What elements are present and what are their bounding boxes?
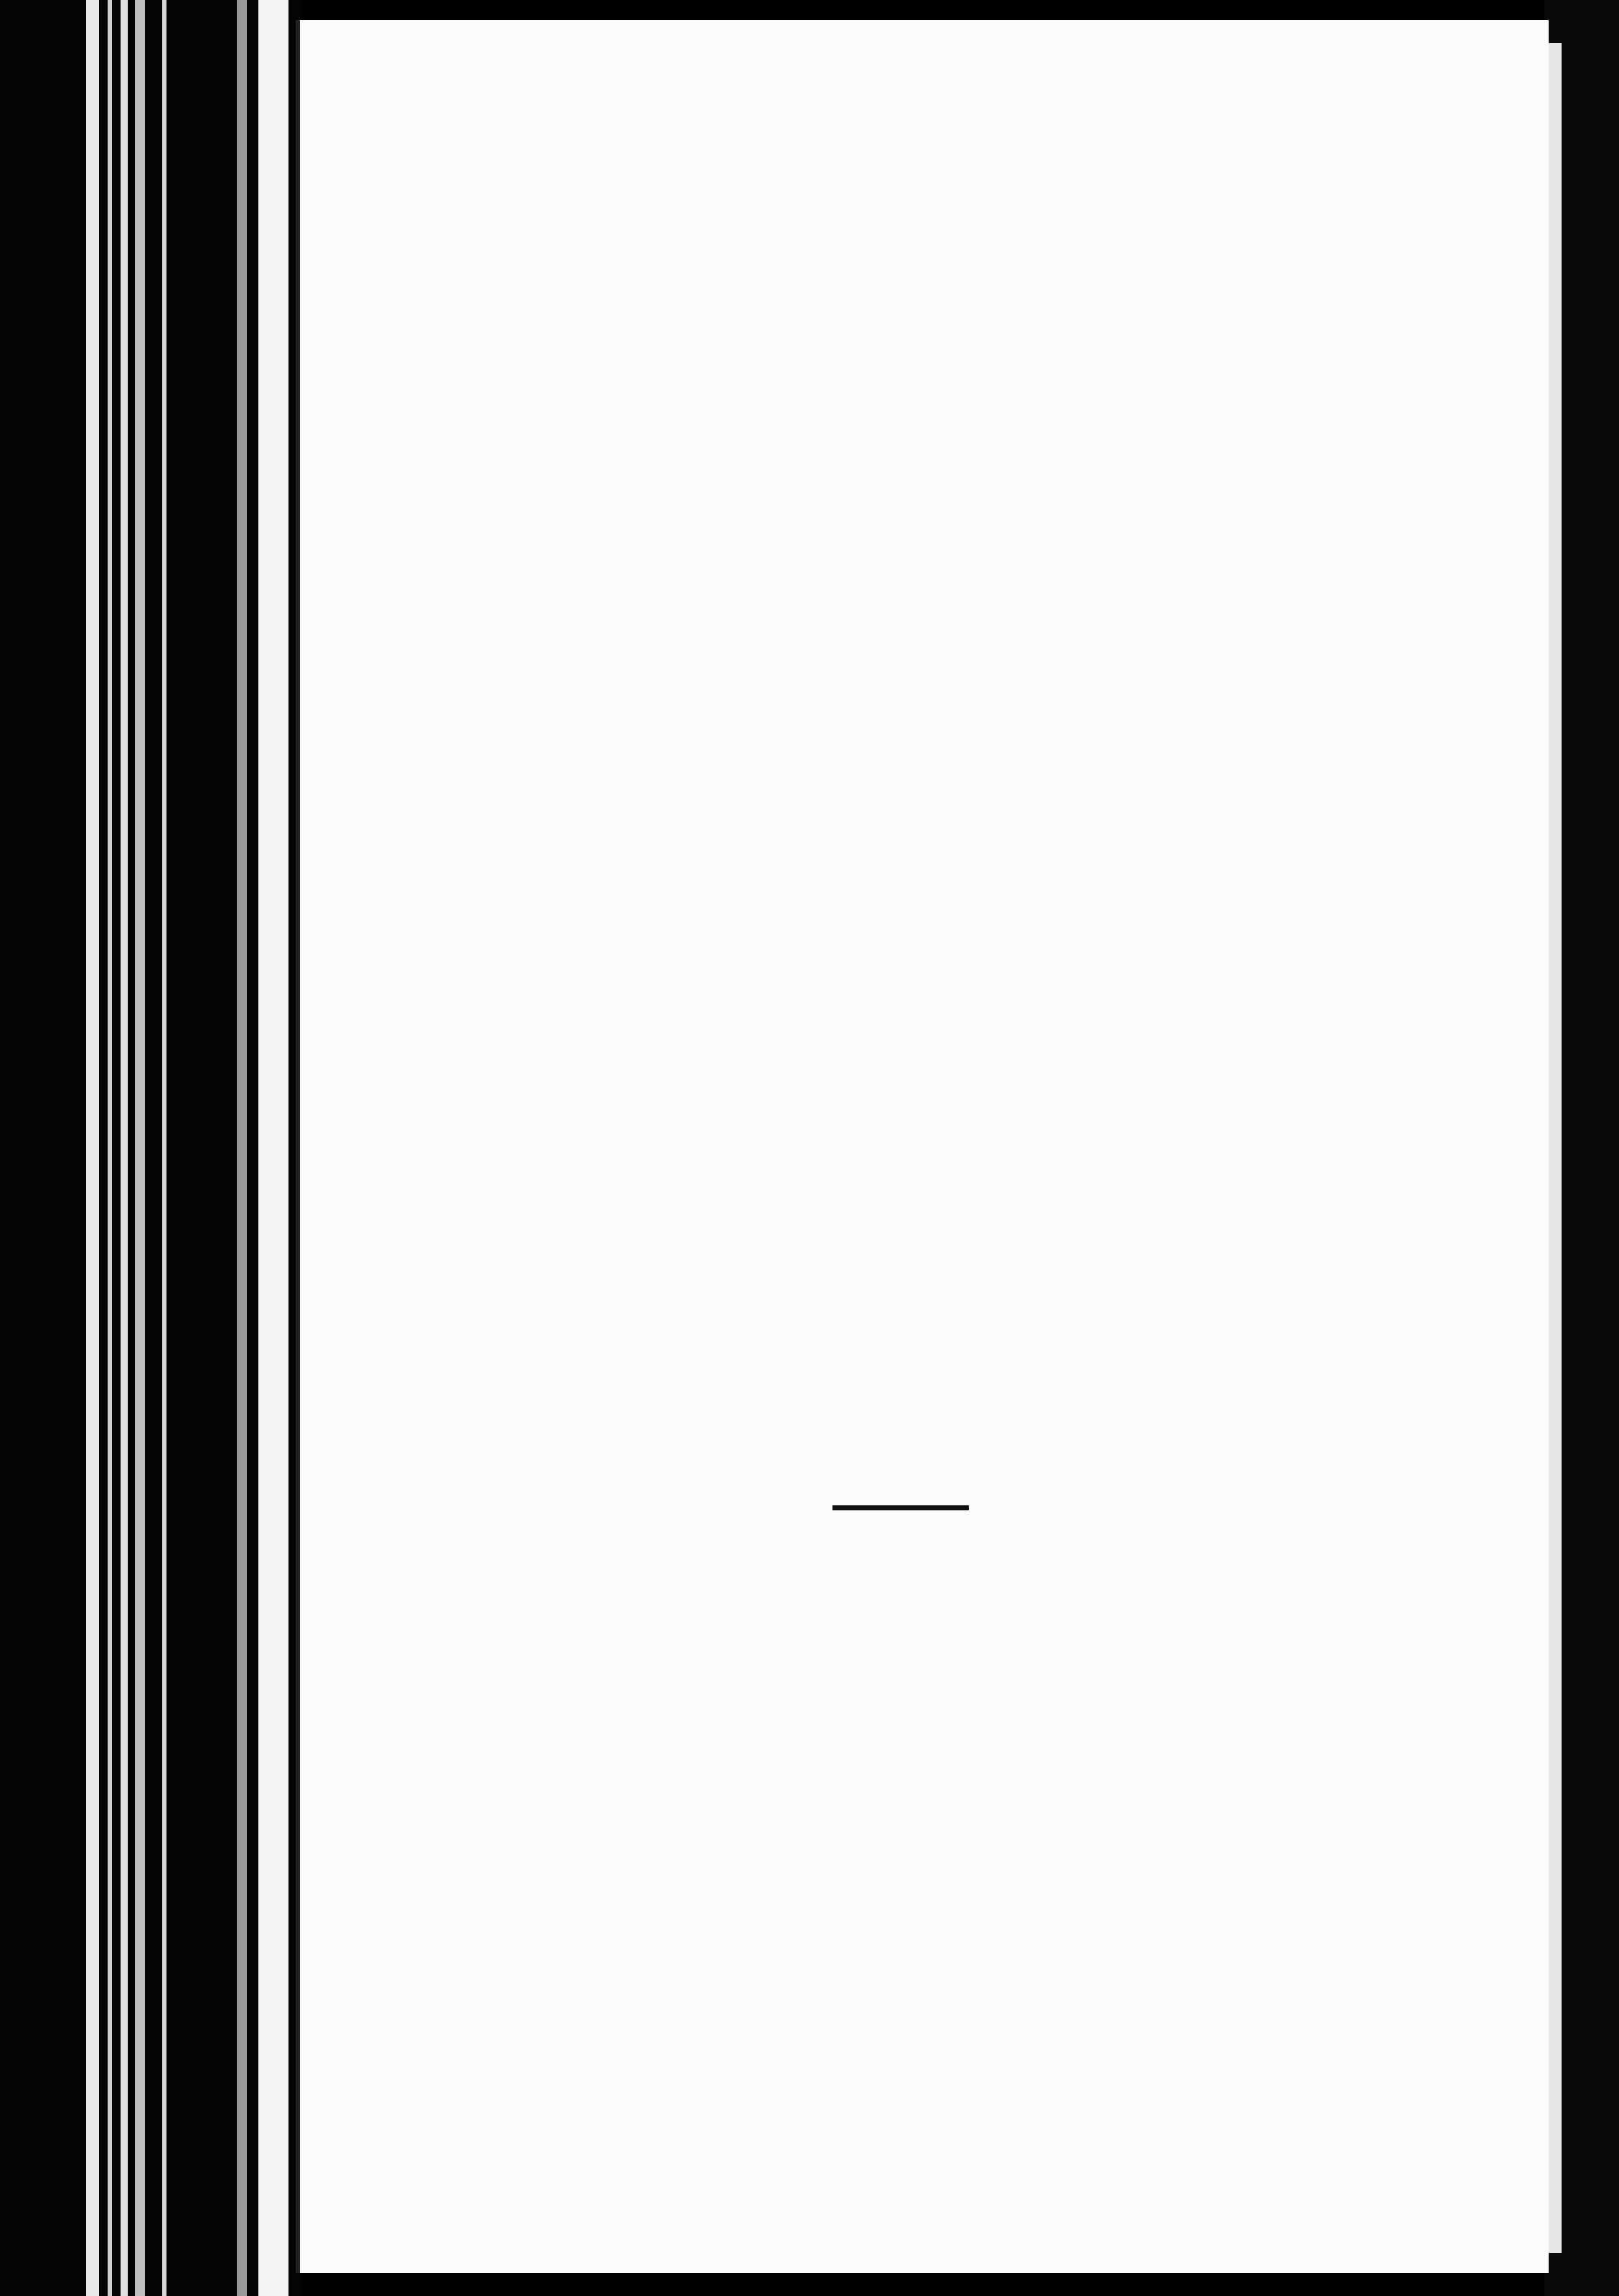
page-edge-strip: [162, 0, 166, 2296]
scan-border-left: [0, 0, 301, 2296]
book-page: [296, 20, 1549, 2273]
page-edge-strip: [135, 0, 145, 2296]
page-edge-strip: [108, 0, 112, 2296]
page-header: [386, 172, 1470, 230]
summary-line: [365, 1619, 1464, 1667]
summary-line: [365, 1667, 1464, 1715]
page-edge-strip: [237, 0, 247, 2296]
page-edge-strip: [86, 0, 99, 2296]
section-rule: [832, 1505, 969, 1510]
page-edge-strip: [258, 0, 288, 2296]
chapter-summary: [365, 1619, 1464, 1715]
page-edge-strip: [121, 0, 128, 2296]
